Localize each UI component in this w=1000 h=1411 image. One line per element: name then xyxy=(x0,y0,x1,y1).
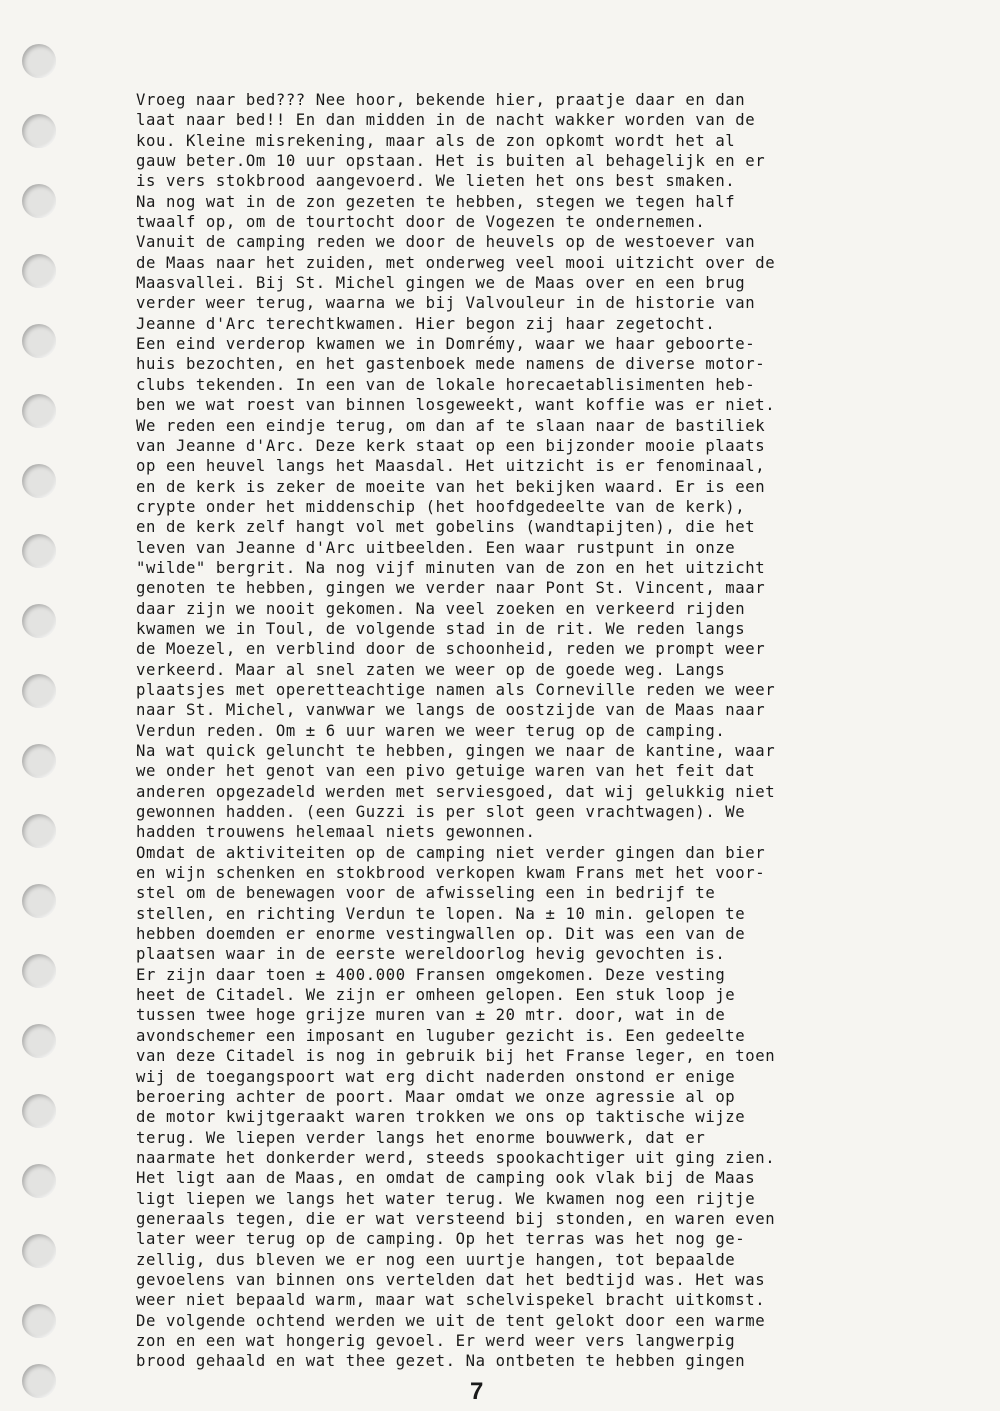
page-number: 7 xyxy=(470,1378,484,1405)
text-line: avondschemer een imposant en luguber gezicht is. Een gedeelte xyxy=(136,1026,746,1045)
text-line: beroering achter de poort. Maar omdat we onze agressie al op xyxy=(136,1087,736,1106)
text-line: huis bezochten, en het gastenboek mede namens de diverse motor- xyxy=(136,355,766,374)
binder-hole xyxy=(22,814,56,848)
text-line: De volgende ochtend werden we uit de tent gelokt door een warme xyxy=(136,1311,766,1330)
text-line: gauw beter.Om 10 uur opstaan. Het is buiten al behagelijk en er xyxy=(136,152,766,171)
binder-hole xyxy=(22,534,56,568)
text-line: Het ligt aan de Maas, en omdat de camping ook vlak bij de Maas xyxy=(136,1169,756,1188)
text-line: genoten te hebben, gingen we verder naar Pont St. Vincent, maar xyxy=(136,579,766,598)
text-line: laat naar bed!! En dan midden in de nacht wakker worden van de xyxy=(136,111,756,130)
binder-hole xyxy=(22,1234,56,1268)
text-line: heet de Citadel. We zijn er omheen gelopen. Een stuk loop je xyxy=(136,986,736,1005)
text-line: generaals tegen, die er wat versteend bij stonden, en waren even xyxy=(136,1209,776,1228)
binder-hole xyxy=(22,254,56,288)
text-line: brood gehaald en wat thee gezet. Na ontbeten te hebben gingen xyxy=(136,1352,746,1371)
text-line: Er zijn daar toen ± 400.000 Fransen omgekomen. Deze vesting xyxy=(136,965,726,984)
text-line: weer niet bepaald warm, maar wat schelvispekel bracht uitkomst. xyxy=(136,1291,766,1310)
text-line: kwamen we in Toul, de volgende stad in de rit. We reden langs xyxy=(136,619,746,638)
text-line: crypte onder het middenschip (het hoofdgedeelte van de kerk), xyxy=(136,497,746,516)
text-line: Na wat quick geluncht te hebben, gingen we naar de kantine, waar xyxy=(136,742,776,760)
text-line: hadden trouwens helemaal niets gewonnen. xyxy=(136,823,536,842)
text-line: naarmate het donkerder werd, steeds spookachtiger uit ging zien. xyxy=(136,1148,776,1167)
text-line: naar St. Michel, vanwwar we langs de oostzijde van de Maas naar xyxy=(136,701,766,720)
text-line: en wijn schenken en stokbrood verkopen kwam Frans met het voor- xyxy=(136,864,766,883)
text-line: Verdun reden. Om ± 6 uur waren we weer terug op de camping. xyxy=(136,721,726,740)
text-line: clubs tekenden. In een van de lokale horecaetablisimenten heb- xyxy=(136,375,756,394)
text-line: van Jeanne d'Arc. Deze kerk staat op een bijzonder mooie plaats xyxy=(136,436,766,455)
text-line: anderen opgezadeld werden met serviesgoed, dat wij gelukkig niet xyxy=(136,782,776,801)
text-line: verder weer terug, waarna we bij Valvouleur in de historie van xyxy=(136,294,756,313)
text-line: de Moezel, en verblind door de schoonheid, reden we prompt weer xyxy=(136,640,766,659)
binder-hole xyxy=(22,884,56,918)
text-line: plaatsjes met operetteachtige namen als Corneville reden we weer xyxy=(136,680,776,699)
text-line: Omdat de aktiviteiten op de camping niet verder gingen dan bier xyxy=(136,843,766,862)
binder-hole xyxy=(22,394,56,428)
binder-hole xyxy=(22,954,56,988)
binder-hole xyxy=(22,1024,56,1058)
text-line: We reden een eindje terug, om dan af te slaan naar de bastiliek xyxy=(136,416,766,435)
text-line: en de kerk zelf hangt vol met gobelins (wandtapijten), die het xyxy=(136,518,756,537)
binder-hole xyxy=(22,604,56,638)
body-text xyxy=(136,90,946,1372)
text-line: Na nog wat in de zon gezeten te hebben, stegen we tegen half xyxy=(136,192,736,211)
text-line: "wilde" bergrit. Na nog vijf minuten van de zon en het uitzicht xyxy=(136,558,766,577)
binder-hole xyxy=(22,744,56,778)
binder-hole xyxy=(22,114,56,148)
text-line: later weer terug op de camping. Op het terras was het nog ge- xyxy=(136,1230,746,1249)
text-line: kou. Kleine misrekening, maar als de zon opkomt wordt het al xyxy=(136,131,736,150)
binder-hole xyxy=(22,674,56,708)
binder-hole xyxy=(22,1164,56,1198)
text-line: van deze Citadel is nog in gebruik bij het Franse leger, en toen xyxy=(136,1047,776,1066)
text-line: twaalf op, om de tourtocht door de Vogezen te ondernemen. xyxy=(136,213,706,232)
text-line: zellig, dus bleven we er nog een uurtje hangen, tot bepaalde xyxy=(136,1250,736,1269)
text-line: de motor kwijtgeraakt waren trokken we ons op taktische wijze xyxy=(136,1108,746,1127)
binder-hole xyxy=(22,184,56,218)
text-line: Maasvallei. Bij St. Michel gingen we de Maas over en een brug xyxy=(136,274,746,293)
binder-hole xyxy=(22,464,56,498)
text-line: en de kerk is zeker de moeite van het bekijken waard. Er is een xyxy=(136,477,766,496)
text-line: op een heuvel langs het Maasdal. Het uitzicht is er fenominaal, xyxy=(136,457,766,476)
text-line: hebben doemden er enorme vestingwallen op. Dit was een van de xyxy=(136,925,746,944)
text-line: Vanuit de camping reden we door de heuvels op de westoever van xyxy=(136,233,756,252)
text-line: plaatsen waar in de eerste wereldoorlog hevig gevochten is. xyxy=(136,945,726,964)
text-line: we onder het genot van een pivo getuige waren van het feit dat xyxy=(136,762,756,781)
text-line: zon en een wat hongerig gevoel. Er werd weer vers langwerpig xyxy=(136,1331,736,1350)
binder-hole xyxy=(22,1304,56,1338)
binder-hole xyxy=(22,324,56,358)
binder-hole xyxy=(22,44,56,78)
text-line: gewonnen hadden. (een Guzzi is per slot geen vrachtwagen). We xyxy=(136,803,746,822)
text-line: gevoelens van binnen ons vertelden dat het bedtijd was. Het was xyxy=(136,1270,766,1289)
text-line: verkeerd. Maar al snel zaten we weer op de goede weg. Langs xyxy=(136,660,726,679)
text-line: stel om de benewagen voor de afwisseling een in bedrijf te xyxy=(136,884,716,903)
text-line: wij de toegangspoort wat erg dicht naderden onstond er enige xyxy=(136,1067,736,1086)
binder-hole xyxy=(22,1094,56,1128)
text-line: Vroeg naar bed??? Nee hoor, bekende hier, praatje daar en dan xyxy=(136,91,746,109)
binder-holes xyxy=(22,30,68,1400)
text-line: tussen twee hoge grijze muren van ± 20 mtr. door, wat in de xyxy=(136,1006,726,1025)
text-line: de Maas naar het zuiden, met onderweg veel mooi uitzicht over de xyxy=(136,253,776,272)
text-line: is vers stokbrood aangevoerd. We lieten het ons best smaken. xyxy=(136,172,736,191)
text-line: ligt liepen we langs het water terug. We kwamen nog een rijtje xyxy=(136,1189,756,1208)
text-line: Een eind verderop kwamen we in Domrémy, waar we haar geboorte- xyxy=(136,335,756,354)
binder-hole xyxy=(22,1364,56,1398)
text-line: Jeanne d'Arc terechtkwamen. Hier begon zij haar zegetocht. xyxy=(136,314,716,333)
text-line: terug. We liepen verder langs het enorme bouwwerk, dat er xyxy=(136,1128,706,1147)
text-line: stellen, en richting Verdun te lopen. Na ± 10 min. gelopen te xyxy=(136,904,746,923)
text-line: leven van Jeanne d'Arc uitbeelden. Een waar rustpunt in onze xyxy=(136,538,736,557)
text-line: daar zijn we nooit gekomen. Na veel zoeken en verkeerd rijden xyxy=(136,599,746,618)
text-line: ben we wat roest van binnen losgeweekt, want koffie was er niet. xyxy=(136,396,776,415)
